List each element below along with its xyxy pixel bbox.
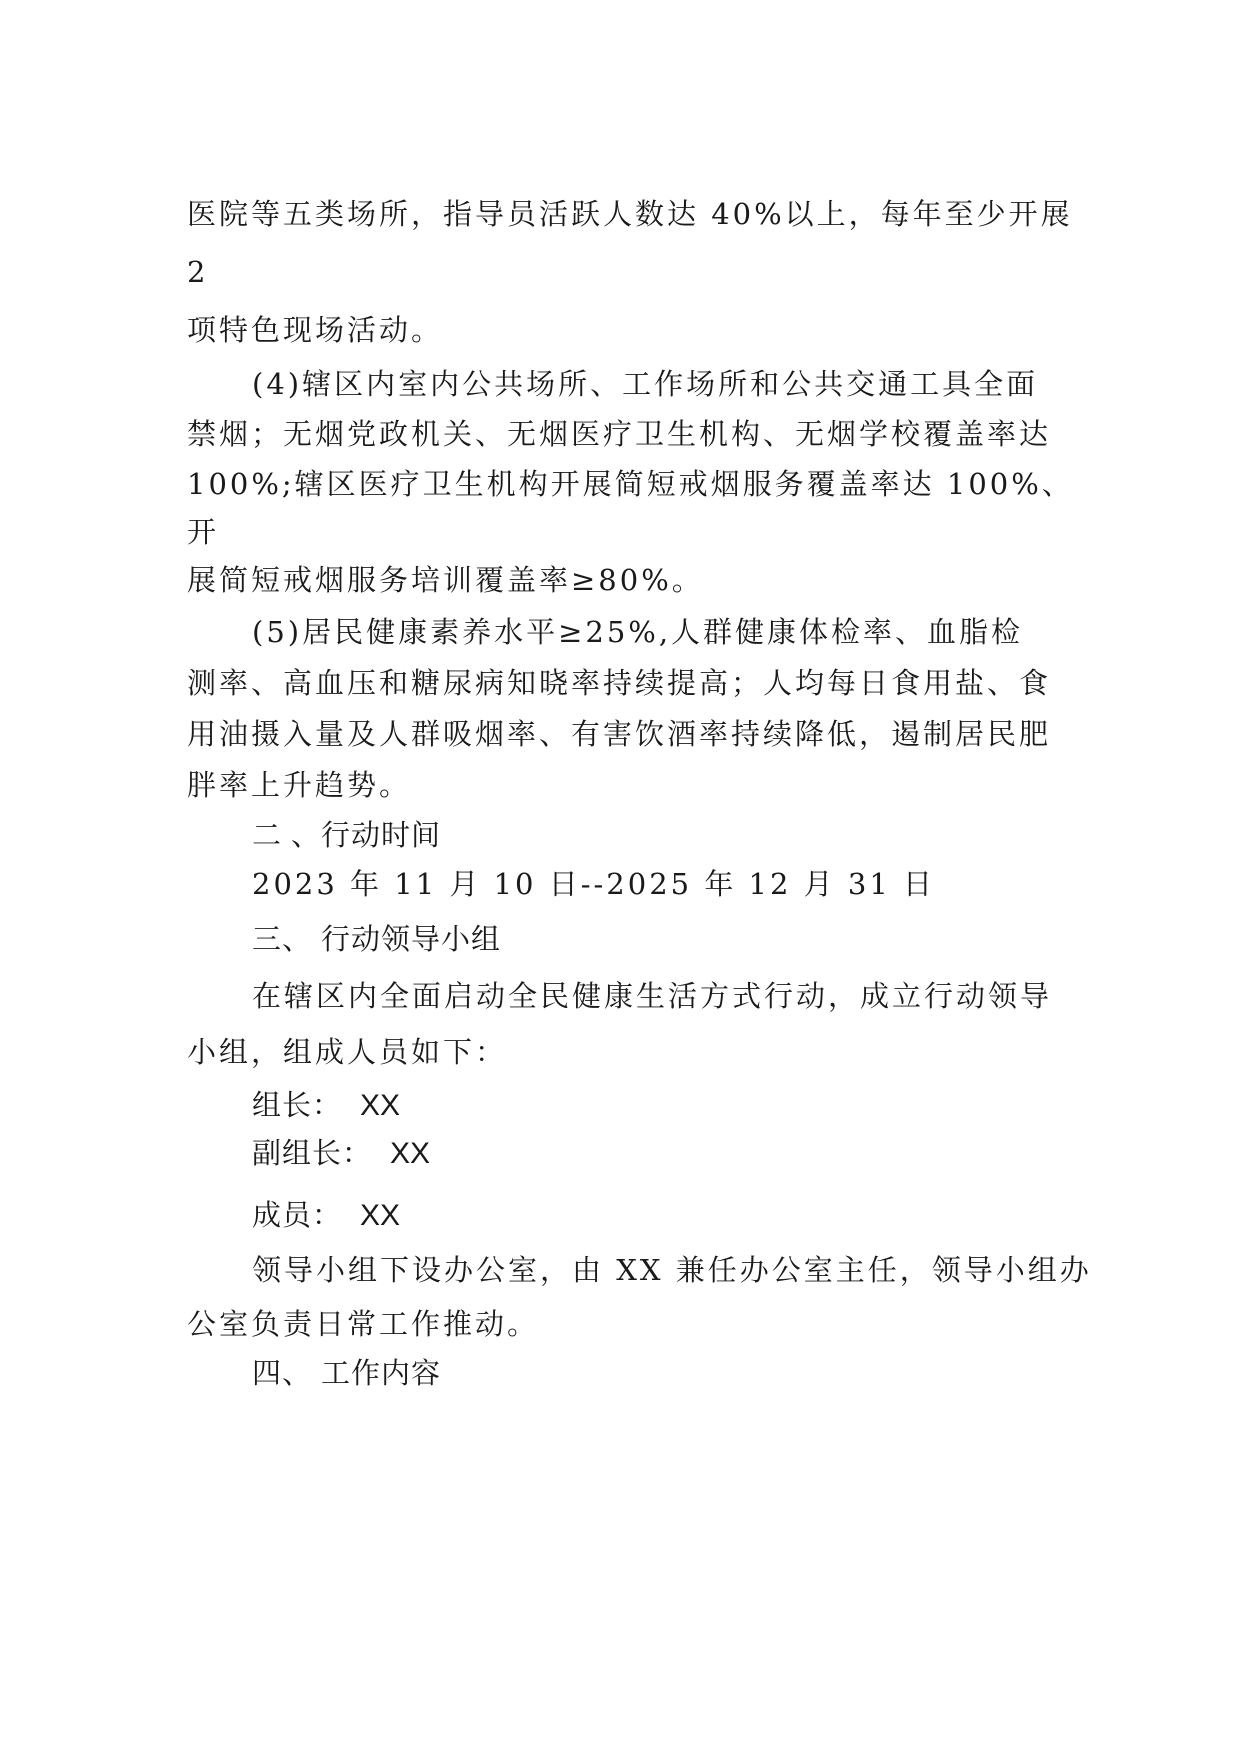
paragraph-line: 禁烟；无烟党政机关、无烟医疗卫生机构、无烟学校覆盖率达 <box>187 417 1052 451</box>
paragraph-line: (5)居民健康素养水平≥25%,人群健康体检率、血脂检 <box>252 615 1024 649</box>
group-leader <box>252 1088 400 1124</box>
members-value: XX <box>360 1199 401 1232</box>
deputy-leader <box>252 1136 430 1172</box>
paragraph-line: 100%;辖区医疗卫生机构开展简短戒烟服务覆盖率达 100%、 <box>187 467 1074 501</box>
paragraph-line: 项特色现场活动。 <box>187 313 444 347</box>
paragraph-line: 公室负责日常工作推动。 <box>187 1307 540 1341</box>
paragraph-line: 医院等五类场所，指导员活跃人数达 40%以上，每年至少开展 <box>187 197 1073 231</box>
paragraph-line: 领导小组下设办公室，由 XX 兼任办公室主任，领导小组办 <box>252 1253 1092 1287</box>
paragraph-line: 开 <box>187 515 220 549</box>
paragraph-line: 在辖区内全面启动全民健康生活方式行动，成立行动领导 <box>252 979 1053 1013</box>
action-time-range: 2023 年 11 月 10 日--2025 年 12 月 31 日 <box>252 867 935 901</box>
paragraph-line: 展简短戒烟服务培训覆盖率≥80%。 <box>187 563 704 597</box>
section-heading-time: 二 、行动时间 <box>252 820 442 852</box>
paragraph-line: 2 <box>187 255 209 289</box>
deputy-leader-label: 副组长： <box>252 1138 373 1170</box>
members-label: 成员： <box>252 1200 343 1232</box>
section-heading-leadership: 三、 行动领导小组 <box>252 924 502 956</box>
deputy-leader-value: XX <box>390 1137 431 1170</box>
group-leader-label: 组长： <box>252 1090 343 1122</box>
paragraph-line: 胖率上升趋势。 <box>187 768 412 802</box>
section-heading-work-content: 四、 工作内容 <box>252 1358 442 1390</box>
group-leader-value: XX <box>360 1089 401 1122</box>
members <box>252 1198 400 1234</box>
paragraph-line: 测率、高血压和糖尿病知晓率持续提高；人均每日食用盐、食 <box>187 666 1052 700</box>
paragraph-line: (4)辖区内室内公共场所、工作场所和公共交通工具全面 <box>252 367 1039 401</box>
paragraph-line: 用油摄入量及人群吸烟率、有害饮酒率持续降低，遏制居民肥 <box>187 717 1052 751</box>
paragraph-line: 小组，组成人员如下： <box>187 1035 508 1069</box>
